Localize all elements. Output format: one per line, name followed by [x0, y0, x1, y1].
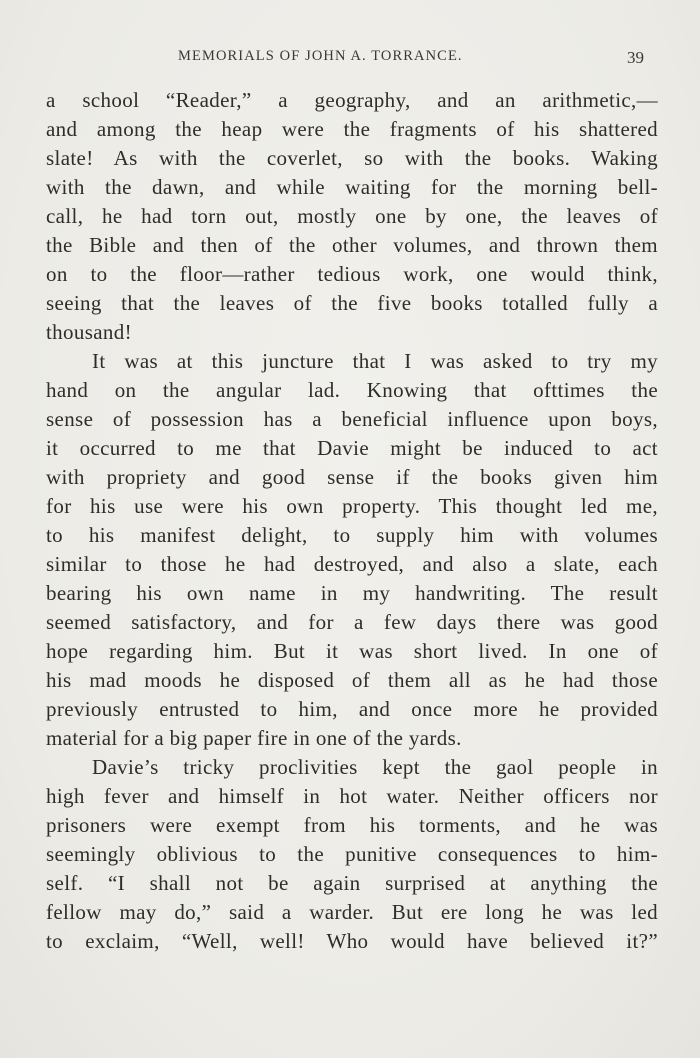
text-line: his mad moods he disposed of them all as he had those — [46, 668, 658, 692]
text-line: to exclaim, “Well, well! Who would have believed it?” — [46, 929, 658, 953]
text-line: with propriety and good sense if the books given him — [46, 465, 658, 489]
text-line: It was at this juncture that I was asked to try my — [92, 349, 658, 373]
text-line: and among the heap were the fragments of his shattered — [46, 117, 658, 141]
text-line: it occurred to me that Davie might be induced to act — [46, 436, 658, 460]
page-number: 39 — [627, 48, 644, 67]
text-line: a school “Reader,” a geography, and an arithmetic,— — [46, 88, 658, 112]
text-line: the Bible and then of the other volumes, and thrown them — [46, 233, 658, 257]
text-line: call, he had torn out, mostly one by one, the leaves of — [46, 204, 658, 228]
running-title: MEMORIALS OF JOHN A. TORRANCE. — [178, 48, 463, 64]
text-line: bearing his own name in my handwriting. The result — [46, 581, 658, 605]
text-line: similar to those he had destroyed, and also a slate, each — [46, 552, 658, 576]
text-line: previously entrusted to him, and once more he provided — [46, 697, 658, 721]
text-line: thousand! — [46, 320, 132, 344]
text-line: slate! As with the coverlet, so with the books. Waking — [46, 146, 658, 170]
text-line: seemed satisfactory, and for a few days there was good — [46, 610, 658, 634]
text-line: fellow may do,” said a warder. But ere long he was led — [46, 900, 658, 924]
text-line: Davie’s tricky proclivities kept the gaol people in — [92, 755, 658, 779]
text-line: sense of possession has a beneficial influence upon boys, — [46, 407, 658, 431]
text-line: self. “I shall not be again surprised at anything the — [46, 871, 658, 895]
text-line: prisoners were exempt from his torments, and he was — [46, 813, 658, 837]
text-line: seeing that the leaves of the five books totalled fully a — [46, 291, 658, 315]
text-line: material for a big paper fire in one of the yards. — [46, 726, 462, 750]
text-line: hope regarding him. But it was short lived. In one of — [46, 639, 658, 663]
text-line: to his manifest delight, to supply him with volumes — [46, 523, 658, 547]
body-text — [46, 86, 658, 956]
text-line: seemingly oblivious to the punitive consequences to him- — [46, 842, 658, 866]
text-line: for his use were his own property. This thought led me, — [46, 494, 658, 518]
running-head — [0, 48, 700, 70]
text-line: high fever and himself in hot water. Neither officers nor — [46, 784, 658, 808]
text-line: on to the floor—rather tedious work, one would think, — [46, 262, 658, 286]
text-line: with the dawn, and while waiting for the morning bell- — [46, 175, 658, 199]
text-line: hand on the angular lad. Knowing that ofttimes the — [46, 378, 658, 402]
